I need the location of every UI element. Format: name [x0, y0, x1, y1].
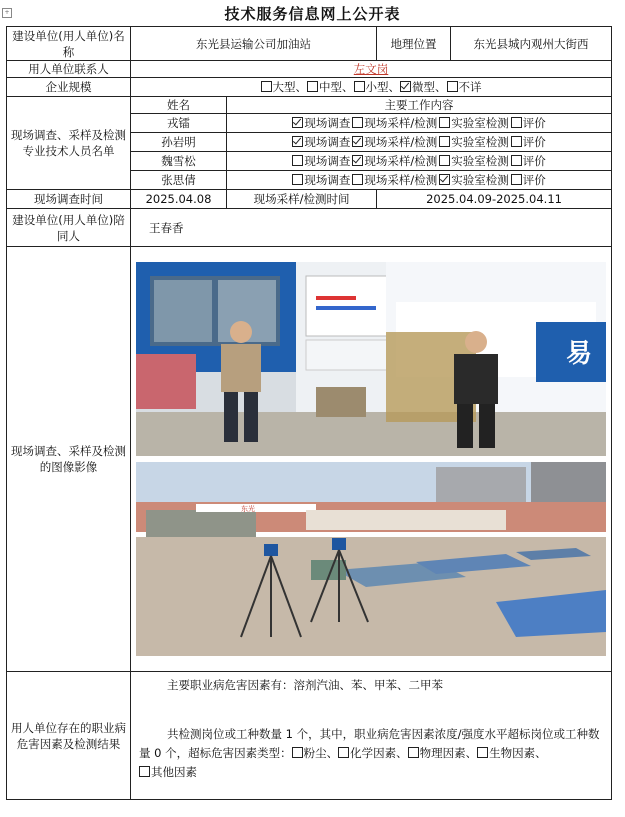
scale-option-label: 小型、: [365, 80, 401, 94]
checkbox-icon[interactable]: [292, 174, 303, 185]
checked-box-icon[interactable]: [292, 117, 303, 128]
checkbox-icon[interactable]: [354, 81, 365, 92]
work-option-label: 评价: [522, 173, 546, 187]
staff-work: [227, 171, 612, 190]
staff-name: 魏雪松: [131, 152, 227, 171]
results-cell: [131, 672, 612, 800]
work-option-label: 现场采样/检测: [364, 154, 438, 168]
work-option[interactable]: [439, 154, 509, 168]
work-option-label: 现场调查: [304, 154, 351, 168]
work-option[interactable]: [352, 154, 437, 168]
work-option-label: 现场调查: [304, 116, 351, 130]
row-staff-header: [7, 97, 612, 114]
row-times: [7, 190, 612, 209]
checkbox-icon[interactable]: [511, 174, 522, 185]
hazard-option-label: 其他因素: [151, 765, 197, 779]
unit-value: 东光县运输公司加油站: [131, 27, 377, 61]
work-option[interactable]: [292, 116, 350, 130]
checkbox-icon[interactable]: [408, 747, 419, 758]
wall-sign-text: 易: [566, 339, 593, 369]
work-option-label: 评价: [522, 135, 546, 149]
checked-box-icon[interactable]: [292, 136, 303, 147]
scale-options: [131, 78, 612, 97]
work-option-label: 实验室检测: [451, 135, 509, 149]
work-option-label: 实验室检测: [451, 173, 509, 187]
results-line-2: 共检测岗位或工种数量 1 个，其中，职业病危害因素浓度/强度水平超标岗位或工种数量 0 个，超标危害因素类型：: [139, 727, 600, 760]
images-label: 现场调查、采样及检测的图像影像: [7, 247, 131, 672]
anchor-marker: +: [2, 8, 12, 18]
work-option[interactable]: [292, 173, 350, 187]
hazard-option-label: 粉尘、: [303, 746, 339, 760]
checkbox-icon[interactable]: [439, 155, 450, 166]
hazard-option[interactable]: [292, 746, 339, 760]
staff-name: 张思倩: [131, 171, 227, 190]
escort-label: 建设单位(用人单位)陪同人: [7, 209, 131, 247]
location-label: 地理位置: [377, 27, 451, 61]
scale-option[interactable]: [354, 80, 401, 94]
checked-box-icon[interactable]: [352, 136, 363, 147]
work-option[interactable]: [511, 135, 546, 149]
checked-box-icon[interactable]: [400, 81, 411, 92]
work-option[interactable]: [511, 154, 546, 168]
hazard-option[interactable]: [408, 746, 478, 760]
work-option-label: 评价: [522, 116, 546, 130]
row-scale: [7, 78, 612, 97]
checkbox-icon[interactable]: [511, 136, 522, 147]
scale-option-label: 不详: [458, 80, 482, 94]
work-option-label: 现场调查: [304, 135, 351, 149]
checkbox-icon[interactable]: [511, 155, 522, 166]
site-photo-2-image: [136, 462, 606, 656]
checkbox-icon[interactable]: [292, 747, 303, 758]
staff-name-header: 姓名: [131, 97, 227, 114]
hazard-option-label: 生物因素、: [489, 746, 547, 760]
scale-label: 企业规模: [7, 78, 131, 97]
page-title: 技术服务信息网上公开表: [224, 5, 401, 23]
survey-time-value: 2025.04.08: [131, 190, 227, 209]
work-option-label: 实验室检测: [451, 154, 509, 168]
checked-box-icon[interactable]: [352, 155, 363, 166]
scale-option-label: 微型、: [412, 80, 447, 94]
row-unit: [7, 27, 612, 61]
hazard-option[interactable]: [338, 746, 408, 760]
staff-section-label: 现场调查、采样及检测专业技术人员名单: [7, 97, 131, 190]
scale-option[interactable]: [307, 80, 354, 94]
row-results: [7, 672, 612, 800]
site-photo-1-image: [136, 262, 606, 456]
work-option[interactable]: [292, 154, 350, 168]
results-label: 用人单位存在的职业病危害因素及检测结果: [7, 672, 131, 800]
sampling-time-label: 现场采样/检测时间: [227, 190, 377, 209]
checked-box-icon[interactable]: [439, 174, 450, 185]
work-option-label: 现场采样/检测: [364, 116, 438, 130]
scale-option[interactable]: [447, 80, 482, 94]
staff-work: [227, 152, 612, 171]
checkbox-icon[interactable]: [477, 747, 488, 758]
staff-work: [227, 114, 612, 133]
hazard-option-label: 物理因素、: [419, 746, 478, 760]
hazard-option[interactable]: [139, 765, 197, 779]
hazard-option[interactable]: [477, 746, 547, 760]
work-option[interactable]: [352, 173, 437, 187]
sampling-time-value: 2025.04.09-2025.04.11: [377, 190, 612, 209]
unit-label: 建设单位(用人单位)名称: [7, 27, 131, 61]
info-table: [6, 26, 612, 800]
staff-work-header: 主要工作内容: [227, 97, 612, 114]
work-option-label: 现场采样/检测: [364, 173, 438, 187]
work-option-label: 评价: [522, 154, 546, 168]
work-option[interactable]: [292, 135, 350, 149]
work-option-label: 实验室检测: [451, 116, 509, 130]
row-escort: [7, 209, 612, 247]
work-option-label: 现场采样/检测: [364, 135, 438, 149]
hazard-option-label: 化学因素、: [350, 746, 408, 760]
contact-label: 用人单位联系人: [7, 61, 131, 78]
row-contact: [7, 61, 612, 78]
survey-time-label: 现场调查时间: [7, 190, 131, 209]
results-line-1: 主要职业病危害因素有：溶剂汽油、苯、甲苯、二甲苯: [167, 678, 443, 692]
work-option[interactable]: [439, 135, 509, 149]
wall-banner-text: 东光: [241, 505, 256, 513]
work-option[interactable]: [511, 116, 546, 130]
scale-option-label: 中型、: [319, 80, 354, 94]
checkbox-icon[interactable]: [439, 117, 450, 128]
scale-option-label: 大型、: [272, 80, 308, 94]
checkbox-icon[interactable]: [338, 747, 349, 758]
site-photo-1: [136, 262, 606, 456]
checkbox-icon[interactable]: [307, 81, 318, 92]
work-option-label: 现场调查: [304, 173, 351, 187]
work-option[interactable]: [511, 173, 546, 187]
checkbox-icon[interactable]: [352, 117, 363, 128]
staff-work: [227, 133, 612, 152]
work-option[interactable]: [352, 116, 437, 130]
checkbox-icon[interactable]: [292, 155, 303, 166]
scale-option[interactable]: [261, 80, 308, 94]
scale-option[interactable]: [400, 80, 447, 94]
checkbox-icon[interactable]: [139, 766, 150, 777]
checkbox-icon[interactable]: [447, 81, 458, 92]
location-value: 东光县城内观州大街西: [451, 27, 612, 61]
staff-name: 戎镭: [131, 114, 227, 133]
checkbox-icon[interactable]: [511, 117, 522, 128]
work-option[interactable]: [439, 116, 509, 130]
row-images: [7, 247, 612, 672]
checkbox-icon[interactable]: [439, 136, 450, 147]
checkbox-icon[interactable]: [261, 81, 272, 92]
escort-value: 王春香: [131, 209, 612, 247]
contact-value: 左文岗: [353, 62, 389, 76]
work-option[interactable]: [439, 173, 509, 187]
site-photo-2: [136, 462, 606, 656]
checkbox-icon[interactable]: [352, 174, 363, 185]
work-option[interactable]: [352, 135, 437, 149]
staff-name: 孙岩明: [131, 133, 227, 152]
